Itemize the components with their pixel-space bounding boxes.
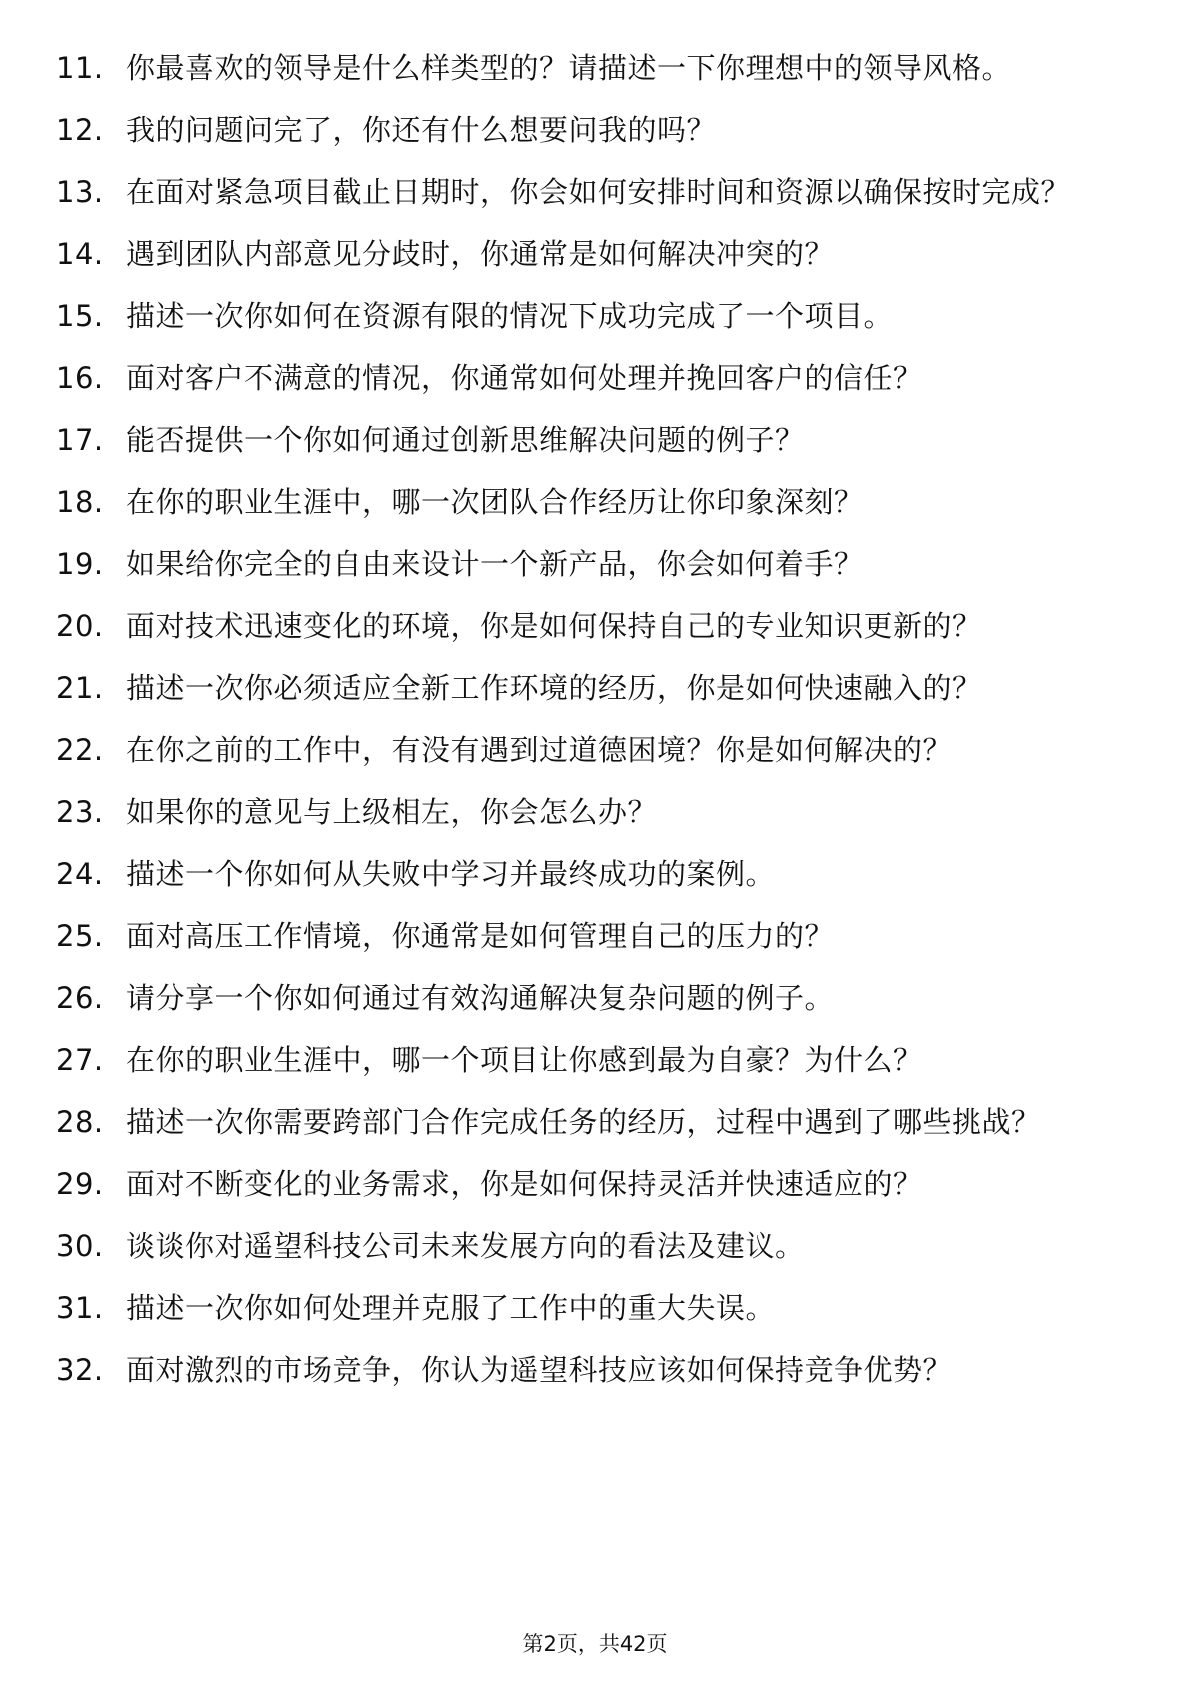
question-text: 能否提供一个你如何通过创新思维解决问题的例子？ [126,423,805,457]
question-text: 遇到团队内部意见分歧时，你通常是如何解决冲突的？ [126,237,835,271]
question-text: 你最喜欢的领导是什么样类型的？请描述一下你理想中的领导风格。 [126,51,1012,85]
question-number: 17. [56,423,104,457]
question-item [0,915,1190,957]
question-text: 面对激烈的市场竞争，你认为遥望科技应该如何保持竞争优势？ [126,1353,953,1387]
question-number: 22. [56,733,104,767]
question-item [0,1287,1190,1329]
question-number: 13. [56,175,104,209]
question-item [0,419,1190,461]
question-text: 描述一次你如何在资源有限的情况下成功完成了一个项目。 [126,299,894,333]
question-item [0,977,1190,1019]
question-number: 29. [56,1167,104,1201]
page-footer [0,1628,1190,1658]
question-item [0,543,1190,585]
question-number: 30. [56,1229,104,1263]
question-item [0,357,1190,399]
question-number: 31. [56,1291,104,1325]
question-number: 15. [56,299,104,333]
question-text: 面对客户不满意的情况，你通常如何处理并挽回客户的信任？ [126,361,923,395]
question-number: 19. [56,547,104,581]
question-number: 25. [56,919,104,953]
question-number: 26. [56,981,104,1015]
question-text: 我的问题问完了，你还有什么想要问我的吗？ [126,113,717,147]
question-item [0,853,1190,895]
question-text: 如果你的意见与上级相左，你会怎么办？ [126,795,658,829]
question-item [0,109,1190,151]
question-number: 14. [56,237,104,271]
question-item [0,729,1190,771]
question-item [0,791,1190,833]
page-number-label: 第2页，共42页 [522,1632,668,1656]
question-text: 谈谈你对遥望科技公司未来发展方向的看法及建议。 [126,1229,805,1263]
question-number: 27. [56,1043,104,1077]
question-item [0,667,1190,709]
question-item [0,47,1190,89]
question-number: 24. [56,857,104,891]
question-item [0,233,1190,275]
question-item [0,605,1190,647]
question-text: 面对不断变化的业务需求，你是如何保持灵活并快速适应的？ [126,1167,923,1201]
question-number: 23. [56,795,104,829]
question-text: 面对高压工作情境，你通常是如何管理自己的压力的？ [126,919,835,953]
question-text: 在你之前的工作中，有没有遇到过道德困境？你是如何解决的？ [126,733,953,767]
question-text: 在你的职业生涯中，哪一个项目让你感到最为自豪？为什么？ [126,1043,923,1077]
question-item [0,1039,1190,1081]
question-number: 12. [56,113,104,147]
question-item [0,1225,1190,1267]
question-text: 描述一个你如何从失败中学习并最终成功的案例。 [126,857,776,891]
question-text: 描述一次你如何处理并克服了工作中的重大失误。 [126,1291,776,1325]
question-number: 11. [56,51,104,85]
question-list [0,47,1190,1411]
question-item [0,481,1190,523]
question-text: 在你的职业生涯中，哪一次团队合作经历让你印象深刻？ [126,485,864,519]
question-text: 描述一次你需要跨部门合作完成任务的经历，过程中遇到了哪些挑战？ [126,1105,1041,1139]
question-item [0,1163,1190,1205]
question-number: 20. [56,609,104,643]
question-text: 面对技术迅速变化的环境，你是如何保持自己的专业知识更新的？ [126,609,982,643]
question-text: 描述一次你必须适应全新工作环境的经历，你是如何快速融入的？ [126,671,982,705]
question-number: 18. [56,485,104,519]
question-number: 21. [56,671,104,705]
question-item [0,1101,1190,1143]
question-number: 16. [56,361,104,395]
question-number: 32. [56,1353,104,1387]
question-item [0,171,1190,213]
question-text: 请分享一个你如何通过有效沟通解决复杂问题的例子。 [126,981,835,1015]
question-text: 如果给你完全的自由来设计一个新产品，你会如何着手？ [126,547,864,581]
question-text: 在面对紧急项目截止日期时，你会如何安排时间和资源以确保按时完成？ [126,175,1071,209]
question-item [0,295,1190,337]
question-item [0,1349,1190,1391]
question-number: 28. [56,1105,104,1139]
